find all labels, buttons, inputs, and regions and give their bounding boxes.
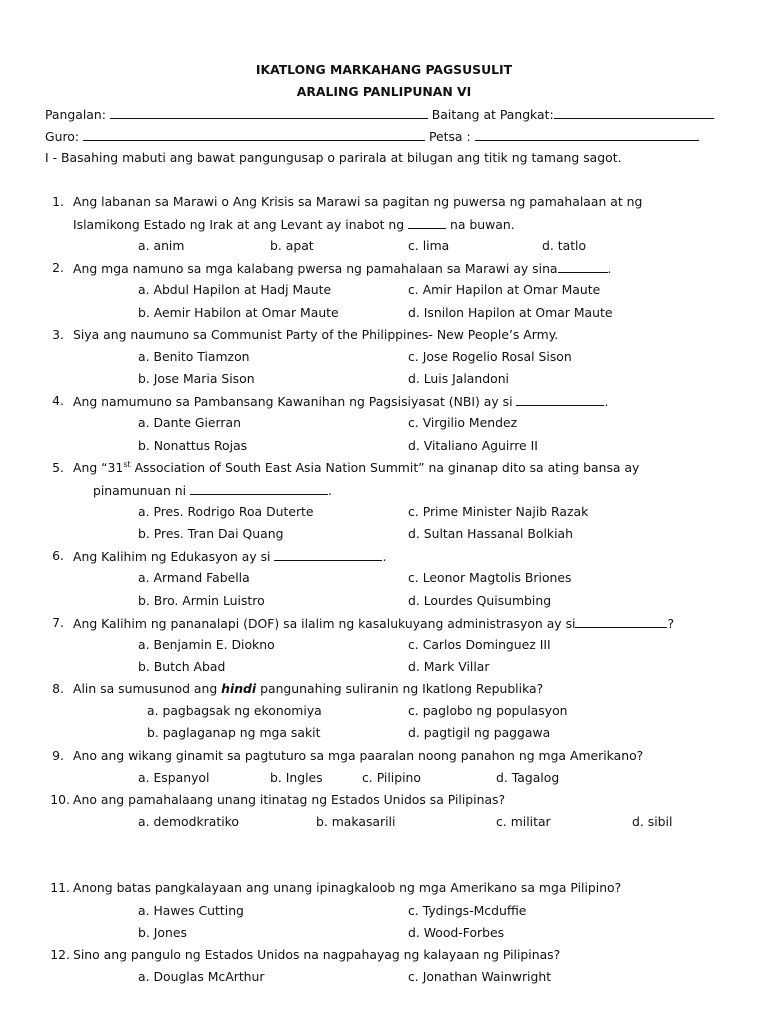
choice[interactable]: d. pagtigil ng paggawa <box>408 725 551 740</box>
question-text: Alin sa sumusunod ang hindi pangunahing suliranin ng Ikatlong Republika? <box>73 681 544 696</box>
choice[interactable]: c. Amir Hapilon at Omar Maute <box>408 282 601 297</box>
question-number: 10. <box>50 792 70 807</box>
answer-blank <box>575 615 667 628</box>
choice[interactable]: c. militar <box>496 814 551 829</box>
grade-label: Baitang at Pangkat: <box>431 107 554 122</box>
question-number: 9. <box>52 748 64 763</box>
choice[interactable]: b. Aemir Habilon at Omar Maute <box>138 305 339 320</box>
choice[interactable]: b. Bro. Armin Luistro <box>138 593 265 608</box>
question-text: Ang namumuno sa Pambansang Kawanihan ng Pagsisiyasat (NBI) ay si . <box>73 394 609 409</box>
choice[interactable]: a. demodkratiko <box>138 814 239 829</box>
choice[interactable]: b. Pres. Tran Dai Quang <box>138 526 284 541</box>
choice[interactable]: a. pagbagsak ng ekonomiya <box>147 703 322 718</box>
answer-blank <box>558 260 608 273</box>
question-number: 1. <box>52 194 64 209</box>
name-label: Pangalan: <box>45 107 106 122</box>
question-text: Ang labanan sa Marawi o Ang Krisis sa Marawi sa pagitan ng puwersa ng pamahalaan at ng <box>73 194 643 209</box>
name-blank[interactable] <box>110 106 428 119</box>
choice[interactable]: d. Wood-Forbes <box>408 925 505 940</box>
question-number: 12. <box>50 947 70 962</box>
question-text-line2: pinamunuan ni . <box>93 483 332 498</box>
answer-blank <box>190 482 328 495</box>
choice[interactable]: d. Mark Villar <box>408 659 490 674</box>
question-number: 8. <box>52 681 64 696</box>
question-number: 5. <box>52 460 64 475</box>
choice[interactable]: d. Sultan Hassanal Bolkiah <box>408 526 573 541</box>
choice[interactable]: b. Jones <box>138 925 187 940</box>
choice[interactable]: d. Vitaliano Aguirre II <box>408 438 538 453</box>
question-text: Ang “31st Association of South East Asia Nation Summit” na ginanap dito sa ating bansa ay <box>73 459 640 475</box>
choice[interactable]: c. Virgilio Mendez <box>408 415 518 430</box>
choice[interactable]: b. paglaganap ng mga sakit <box>147 725 321 740</box>
instruction: I - Basahing mabuti ang bawat pangungusap o parirala at bilugan ang titik ng tamang sagot. <box>45 150 622 165</box>
name-field-row <box>45 106 714 123</box>
choice[interactable]: d. Luis Jalandoni <box>408 371 509 386</box>
choice[interactable]: d. sibil <box>632 814 673 829</box>
choice[interactable]: c. Tydings-Mcduffie <box>408 903 527 918</box>
question-text: Ano ang wikang ginamit sa pagtuturo sa mga paaralan noong panahon ng mga Amerikano? <box>73 748 644 763</box>
date-blank[interactable] <box>475 128 699 141</box>
choice[interactable]: b. Butch Abad <box>138 659 226 674</box>
question-text: Ang Kalihim ng Edukasyon ay si . <box>73 549 387 564</box>
choice[interactable]: a. Pres. Rodrigo Roa Duterte <box>138 504 314 519</box>
grade-blank[interactable] <box>554 106 714 119</box>
choice[interactable]: a. Abdul Hapilon at Hadj Maute <box>138 282 332 297</box>
choice[interactable]: c. Jonathan Wainwright <box>408 969 552 984</box>
choice[interactable]: c. paglobo ng populasyon <box>408 703 568 718</box>
question-text-line2: Islamikong Estado ng Irak at ang Levant ay inabot ng na buwan. <box>73 217 515 232</box>
choice[interactable]: a. Dante Gierran <box>138 415 241 430</box>
question-number: 11. <box>50 880 70 895</box>
question-text: Anong batas pangkalayaan ang unang ipinagkaloob ng mga Amerikano sa mga Pilipino? <box>73 880 622 895</box>
date-label: Petsa : <box>428 129 471 144</box>
choice[interactable]: b. Jose Maria Sison <box>138 371 255 386</box>
question-number: 6. <box>52 548 64 563</box>
choice[interactable]: c. Pilipino <box>362 770 421 785</box>
choice[interactable]: a. anim <box>138 238 185 253</box>
choice[interactable]: c. Carlos Dominguez III <box>408 637 551 652</box>
choice[interactable]: b. Ingles <box>270 770 323 785</box>
question-text: Ang mga namuno sa mga kalabang pwersa ng pamahalaan sa Marawi ay sina . <box>73 261 612 276</box>
question-text: Sino ang pangulo ng Estados Unidos na nagpahayag ng kalayaan ng Pilipinas? <box>73 947 561 962</box>
choice[interactable]: a. Benito Tiamzon <box>138 349 250 364</box>
answer-blank <box>274 548 382 561</box>
answer-blank <box>516 393 604 406</box>
answer-blank <box>408 216 446 229</box>
choice[interactable]: c. lima <box>408 238 450 253</box>
choice[interactable]: b. Nonattus Rojas <box>138 438 248 453</box>
choice[interactable]: b. makasarili <box>316 814 396 829</box>
choice[interactable]: a. Armand Fabella <box>138 570 250 585</box>
teacher-label: Guro: <box>45 129 80 144</box>
choice[interactable]: a. Espanyol <box>138 770 210 785</box>
choice[interactable]: d. Lourdes Quisumbing <box>408 593 552 608</box>
exam-title: IKATLONG MARKAHANG PAGSUSULIT <box>255 62 513 77</box>
question-number: 7. <box>52 615 64 630</box>
choice[interactable]: a. Hawes Cutting <box>138 903 244 918</box>
emphasis-hindi: hindi <box>221 681 257 696</box>
choice[interactable]: c. Leonor Magtolis Briones <box>408 570 572 585</box>
choice[interactable]: d. tatlo <box>542 238 587 253</box>
choice[interactable]: d. Tagalog <box>496 770 560 785</box>
exam-subject: ARALING PANLIPUNAN VI <box>296 84 472 99</box>
teacher-field-row <box>45 128 699 145</box>
question-number: 3. <box>52 327 64 342</box>
choice[interactable]: b. apat <box>270 238 314 253</box>
teacher-blank[interactable] <box>83 128 425 141</box>
question-text: Siya ang naumuno sa Communist Party of the Philippines- New People’s Army. <box>73 327 559 342</box>
choice[interactable]: a. Benjamin E. Diokno <box>138 637 275 652</box>
question-text: Ang Kalihim ng pananalapi (DOF) sa ilalim ng kasalukuyang administrasyon ay si ? <box>73 616 675 631</box>
choice[interactable]: a. Douglas McArthur <box>138 969 265 984</box>
question-number: 4. <box>52 393 64 408</box>
choice[interactable]: c. Prime Minister Najib Razak <box>408 504 589 519</box>
choice[interactable]: d. Isnilon Hapilon at Omar Maute <box>408 305 613 320</box>
question-text: Ano ang pamahalaang unang itinatag ng Estados Unidos sa Pilipinas? <box>73 792 506 807</box>
choice[interactable]: c. Jose Rogelio Rosal Sison <box>408 349 572 364</box>
question-number: 2. <box>52 260 64 275</box>
